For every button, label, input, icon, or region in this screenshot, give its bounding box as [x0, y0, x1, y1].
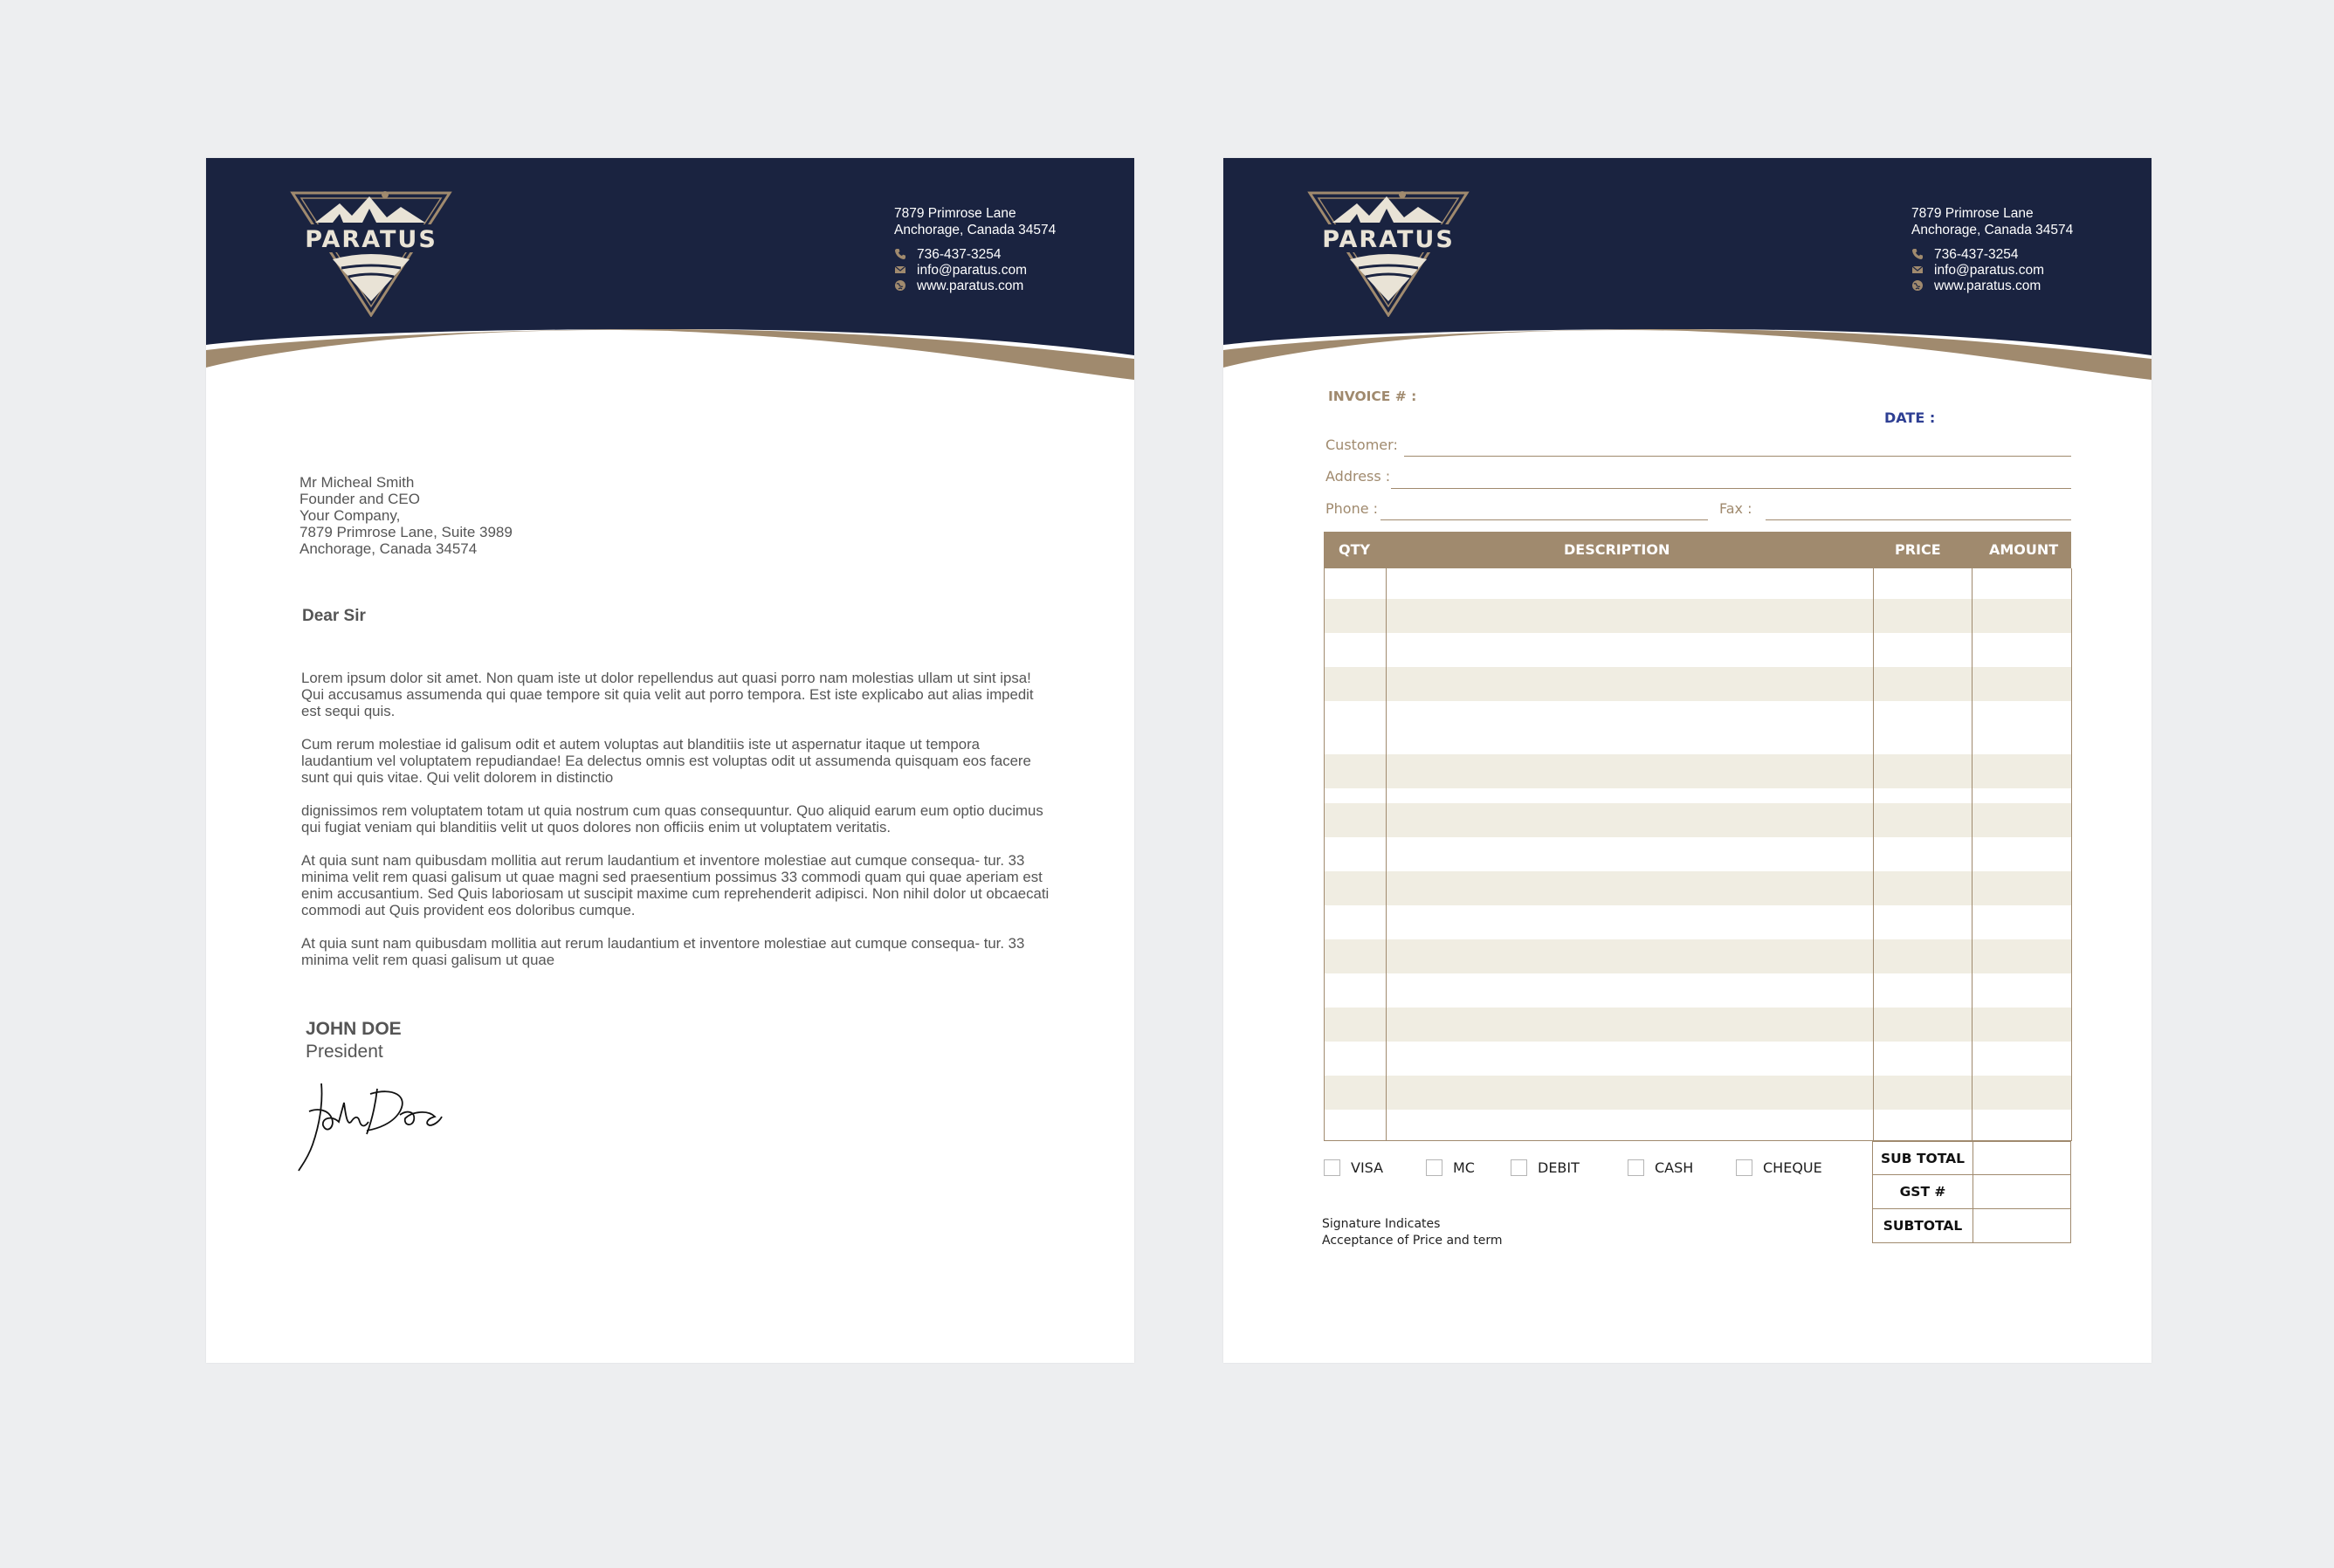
totals-row-gst[interactable]	[1872, 1175, 2071, 1209]
date-label: DATE :	[1884, 409, 1936, 426]
paratus-logo	[1306, 188, 1470, 317]
email-line	[1911, 262, 2073, 278]
contact-block	[894, 205, 1056, 293]
email-line	[894, 262, 1056, 278]
table-row-stripe	[1325, 599, 2071, 633]
payment-option-debit[interactable]	[1511, 1159, 1580, 1176]
cheque-checkbox[interactable]	[1736, 1159, 1752, 1176]
invoice-page	[1223, 158, 2152, 1363]
phone-label: Phone :	[1325, 500, 1379, 517]
debit-checkbox[interactable]	[1511, 1159, 1527, 1176]
phone-line	[894, 246, 1056, 262]
signer-name: JOHN DOE	[306, 1019, 402, 1039]
letterhead-page	[206, 158, 1134, 1363]
mail-icon	[894, 264, 906, 276]
address-field[interactable]	[1391, 488, 2071, 489]
address-line: Anchorage, Canada 34574	[1911, 223, 2074, 237]
totals-row-subtotal[interactable]	[1872, 1141, 2071, 1175]
body-paragraph: At quia sunt nam quibusdam mollitia aut rerum laudantium et inventore molestiae aut cumque consequa- tur. 33 minima velit rem quasi galisum ut quae magni sed praesentium possimus 33 commodi quam qui quae aperiam est enim accusantium. Sed Quis laboriosam ut suscipit maxime cum reprehenderit adipisci. Non nihil dolor ut obcaecati commodi aut Quis provident eos doloribus cumque.	[301, 852, 1050, 918]
totals-table	[1872, 1141, 2071, 1243]
website-text: www.paratus.com	[917, 278, 1024, 293]
payment-option-visa[interactable]	[1324, 1159, 1383, 1176]
invoice-number-label: INVOICE # :	[1328, 389, 1417, 404]
column-header-description: DESCRIPTION	[1564, 541, 1670, 558]
fax-label: Fax :	[1719, 500, 1752, 517]
visa-checkbox[interactable]	[1324, 1159, 1340, 1176]
table-row-stripe	[1325, 803, 2071, 837]
body-paragraph: Lorem ipsum dolor sit amet. Non quam iste ut dolor repellendus aut quasi porro nam molestias ullam ut sint ipsa! Qui accusamus assumenda qui quae tempore sit quia velit aut porro tempora. Est iste explicabo aut alias impedit est sequi quis.	[301, 670, 1034, 719]
logo-wordmark: PARATUS	[305, 226, 437, 253]
email-text: info@paratus.com	[917, 262, 1028, 278]
payment-option-cash[interactable]	[1628, 1159, 1693, 1176]
payment-label: CASH	[1655, 1159, 1694, 1176]
payment-label: MC	[1453, 1159, 1475, 1176]
phone-icon	[1911, 248, 1924, 260]
address-line: 7879 Primrose Lane	[894, 206, 1016, 221]
address-label: Address :	[1325, 468, 1391, 485]
column-header-qty: QTY	[1339, 541, 1371, 558]
mail-icon	[1911, 264, 1924, 276]
column-header-price: PRICE	[1895, 541, 1941, 558]
table-header	[1324, 532, 2071, 568]
signature-note-line: Acceptance of Price and term	[1322, 1234, 1503, 1248]
totals-label: GST #	[1873, 1175, 1973, 1208]
totals-row-total[interactable]	[1872, 1209, 2071, 1243]
globe-icon	[894, 279, 906, 292]
cash-checkbox[interactable]	[1628, 1159, 1644, 1176]
signature-note-line: Signature Indicates	[1322, 1217, 1441, 1231]
address-line: Anchorage, Canada 34574	[894, 223, 1057, 237]
phone-field[interactable]	[1380, 519, 1708, 520]
logo-wordmark: PARATUS	[1322, 226, 1455, 253]
column-divider	[1873, 568, 1874, 1140]
contact-block	[1911, 205, 2073, 293]
address-line: 7879 Primrose Lane	[1911, 206, 2034, 221]
totals-label: SUB TOTAL	[1873, 1142, 1973, 1174]
body-paragraph: Cum rerum molestiae id galisum odit et autem voluptas aut blanditiis iste ut aspernatur itaque ut tempora laudantium vel voluptatem repudiandae! Ea delectus omnis est voluptas odit ut assumenda quisquam eos facere sunt qui quis vitae. Qui velit dolorem in distinctio	[301, 736, 1031, 786]
paratus-logo	[289, 188, 453, 317]
phone-icon	[894, 248, 906, 260]
website-text: www.paratus.com	[1934, 278, 2041, 293]
signature-note	[1322, 1216, 1503, 1249]
recipient-line: Founder and CEO	[299, 491, 420, 507]
phone-text: 736-437-3254	[1934, 246, 2019, 262]
payment-option-mc[interactable]	[1426, 1159, 1475, 1176]
handwritten-signature	[297, 1076, 445, 1173]
recipient-line: Mr Micheal Smith	[299, 474, 415, 491]
table-row-stripe	[1325, 1076, 2071, 1110]
totals-label: SUBTOTAL	[1873, 1209, 1973, 1242]
email-text: info@paratus.com	[1934, 262, 2045, 278]
recipient-line: 7879 Primrose Lane, Suite 3989	[299, 524, 513, 540]
column-divider	[1972, 568, 1973, 1140]
payment-label: VISA	[1351, 1159, 1384, 1176]
phone-text: 736-437-3254	[917, 246, 1002, 262]
payment-label: DEBIT	[1538, 1159, 1580, 1176]
letter-body	[301, 670, 1052, 985]
salutation: Dear Sir	[302, 607, 366, 625]
recipient-line: Your Company,	[299, 507, 401, 524]
table-row-stripe	[1325, 754, 2071, 788]
mc-checkbox[interactable]	[1426, 1159, 1442, 1176]
signer-title: President	[306, 1042, 383, 1062]
recipient-line: Anchorage, Canada 34574	[299, 540, 478, 557]
phone-line	[1911, 246, 2073, 262]
website-line	[1911, 278, 2073, 293]
table-row-stripe	[1325, 939, 2071, 973]
payment-option-cheque[interactable]	[1736, 1159, 1822, 1176]
column-header-amount: AMOUNT	[1989, 541, 2059, 558]
website-line	[894, 278, 1056, 293]
customer-label: Customer:	[1325, 437, 1398, 453]
table-row-stripe	[1325, 871, 2071, 905]
customer-field[interactable]	[1404, 456, 2071, 457]
table-row-stripe	[1325, 667, 2071, 701]
payment-label: CHEQUE	[1763, 1159, 1822, 1176]
globe-icon	[1911, 279, 1924, 292]
body-paragraph: At quia sunt nam quibusdam mollitia aut rerum laudantium et inventore molestiae aut cumque consequa- tur. 33 minima velit rem quasi galisum ut quae	[301, 935, 1025, 968]
line-items-table[interactable]	[1324, 568, 2072, 1141]
column-divider	[1386, 568, 1387, 1140]
fax-field[interactable]	[1766, 519, 2071, 520]
body-paragraph: dignissimos rem voluptatem totam ut quia nostrum cum quas consequuntur. Quo aliquid earum eum optio ducimus qui fugiat veniam qui blanditiis velit ut quos dolores non officiis enim ut voluptatem veritatis.	[301, 802, 1043, 836]
recipient-address	[299, 474, 513, 557]
table-row-stripe	[1325, 1008, 2071, 1042]
